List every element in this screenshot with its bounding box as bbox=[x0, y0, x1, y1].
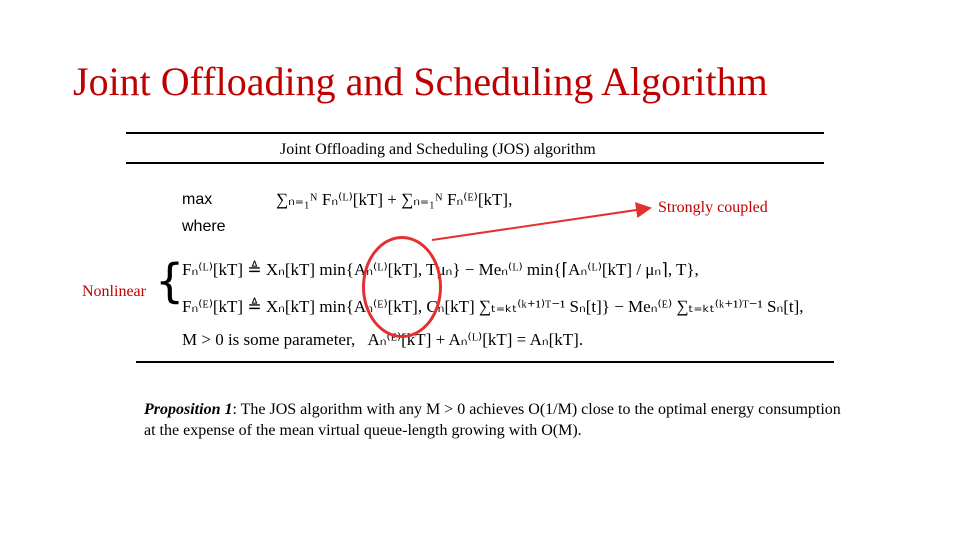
edge-cost-equation: Fₙ⁽ᴱ⁾[kT] ≜ Xₙ[kT] min{Aₙ⁽ᴱ⁾[kT], Cₙ[kT] ∑ₜ₌ₖₜ⁽ᵏ⁺¹⁾ᵀ⁻¹ Sₙ[t]} − Meₙ⁽ᴱ⁾ ∑ₜ₌ₖₜ⁽ᵏ⁺¹⁾ᵀ⁻¹ Sₙ[t], bbox=[182, 297, 804, 316]
constraint-expression: Aₙ⁽ᴱ⁾[kT] + Aₙ⁽ᴸ⁾[kT] = Aₙ[kT]. bbox=[367, 330, 584, 349]
proposition bbox=[144, 399, 844, 441]
objective-expression: ∑ₙ₌₁ᴺ Fₙ⁽ᴸ⁾[kT] + ∑ₙ₌₁ᴺ Fₙ⁽ᴱ⁾[kT], bbox=[276, 190, 513, 209]
max-keyword: max bbox=[182, 191, 213, 208]
slide-title: Joint Offloading and Scheduling Algorithm bbox=[73, 59, 768, 104]
proposition-text: : The JOS algorithm with any M > 0 achieves O(1/M) close to the optimal energy consumption at the expense of the mean virtual queue-length growing with O(M). bbox=[144, 401, 841, 439]
left-brace-icon: { bbox=[155, 254, 185, 308]
proposition-label: Proposition 1 bbox=[144, 401, 233, 418]
where-keyword: where bbox=[182, 218, 226, 235]
local-cost-equation: Fₙ⁽ᴸ⁾[kT] ≜ Xₙ[kT] min{Aₙ⁽ᴸ⁾[kT], Tμₙ} − Meₙ⁽ᴸ⁾ min{⌈Aₙ⁽ᴸ⁾[kT] / μₙ⌉, T}, bbox=[182, 260, 699, 279]
strongly-coupled-label: Strongly coupled bbox=[658, 199, 768, 216]
parameter-text: M > 0 is some parameter, bbox=[182, 330, 356, 349]
nonlinear-label: Nonlinear bbox=[82, 283, 146, 300]
algorithm-caption: Joint Offloading and Scheduling (JOS) algorithm bbox=[280, 141, 596, 158]
